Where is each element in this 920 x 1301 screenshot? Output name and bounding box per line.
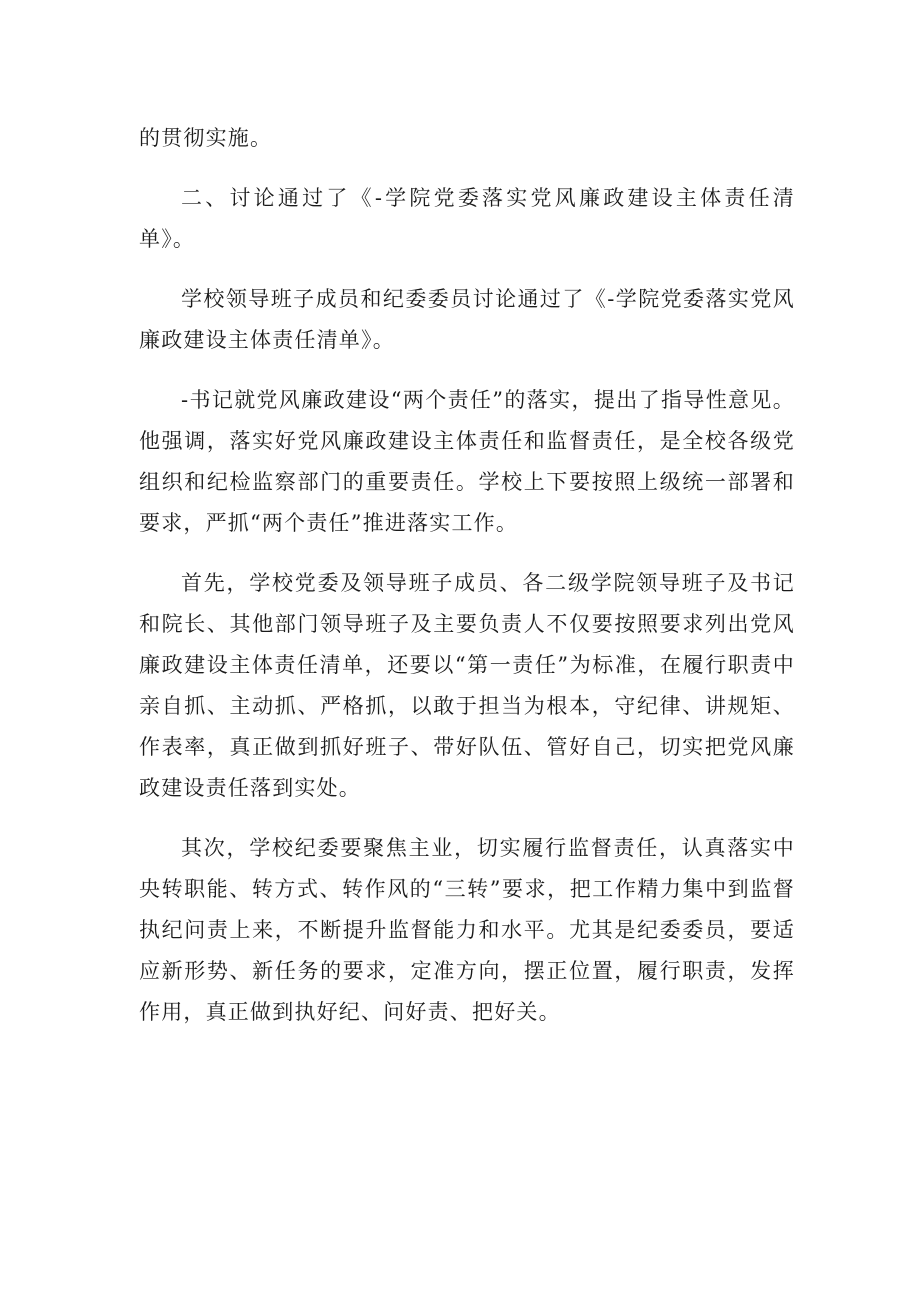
document-body (139, 118, 795, 1052)
paragraph-discussion: 学校领导班子成员和纪委委员讨论通过了《-学院党委落实党风廉政建设主体责任清单》。 (139, 287, 795, 352)
paragraph-continuation: 的贯彻实施。 (139, 126, 273, 150)
paragraph-first-point: 首先，学校党委及领导班子成员、各二级学院领导班子及书记和院长、其他部门领导班子及主要负责人不仅要按照要求列出党风廉政建设主体责任清单，还要以“第一责任”为标准，在履行职责中亲自抓、主动抓、严格抓，以敢于担当为根本，守纪律、讲规矩、作表率，真正做到抓好班子、带好队伍、管好自己，切实把党风廉政建设责任落到实处。 (139, 571, 795, 800)
section-heading: 二、讨论通过了《-学院党委落实党风廉政建设主体责任清单》。 (139, 186, 795, 251)
paragraph-second-point: 其次，学校纪委要聚焦主业，切实履行监督责任，认真落实中央转职能、转方式、转作风的“三转”要求，把工作精力集中到监督执纪问责上来，不断提升监督能力和水平。尤其是纪委委员，要适应新形势、新任务的要求，定准方向，摆正位置，履行职责，发挥作用，真正做到执好纪、问好责、把好关。 (139, 836, 795, 1024)
paragraph-secretary-opinion: -书记就党风廉政建设“两个责任”的落实，提出了指导性意见。他强调，落实好党风廉政建设主体责任和监督责任，是全校各级党组织和纪检监察部门的重要责任。学校上下要按照上级统一部署和要求，严抓“两个责任”推进落实工作。 (139, 388, 795, 535)
